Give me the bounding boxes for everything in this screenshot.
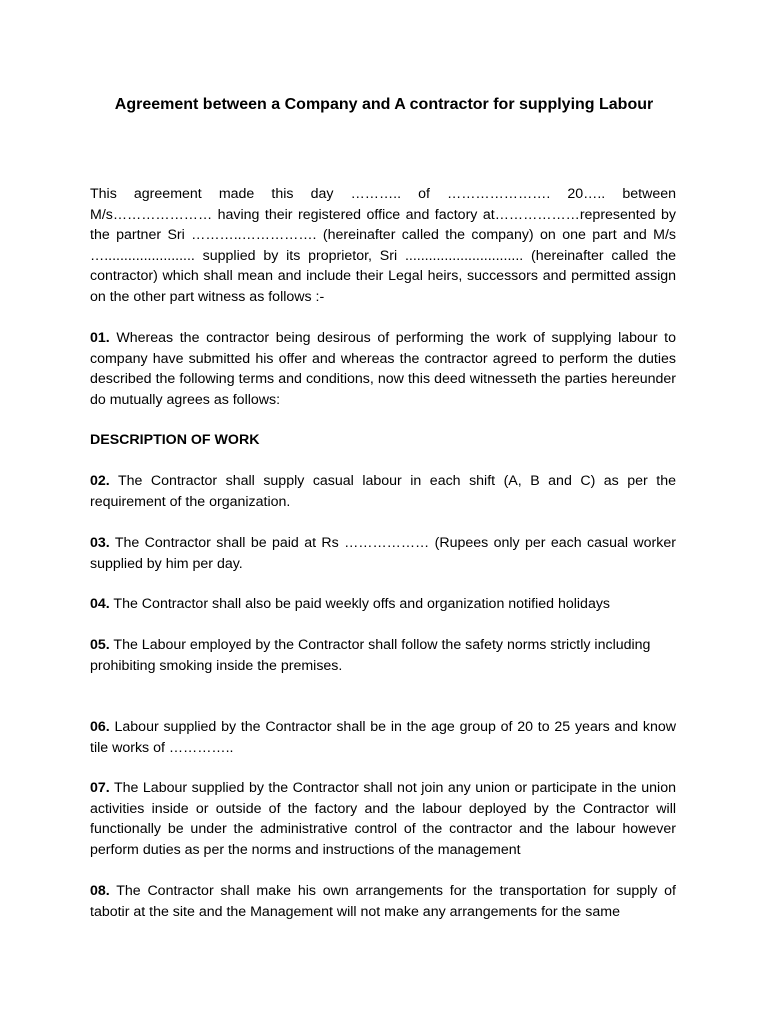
clause-08 xyxy=(90,881,676,922)
clause-01 xyxy=(90,328,676,410)
clause-text: The Labour supplied by the Contractor shall not join any union or participate in the union activities inside or outside of the factory and the labour deployed by the Contractor will functionally be under the administrative control of the contractor and the labour however perform duties as per the norms and instructions of the management xyxy=(90,780,676,858)
clause-07 xyxy=(90,778,676,860)
clause-04 xyxy=(90,594,676,615)
clause-06 xyxy=(90,717,676,758)
clause-number: 01. xyxy=(90,330,110,346)
section-heading: DESCRIPTION OF WORK xyxy=(90,432,260,448)
clause-text: The Contractor shall make his own arrangements for the transportation for supply of tabotir at the site and the Management will not make any arrangements for the same xyxy=(90,883,676,920)
clause-text: The Contractor shall also be paid weekly offs and organization notified holidays xyxy=(109,596,611,612)
document-title: Agreement between a Company and A contractor for supplying Labour xyxy=(114,96,654,113)
clause-text: The Contractor shall supply casual labour in each shift (A, B and C) as per the requirement of the organization. xyxy=(90,473,676,510)
clause-number: 07. xyxy=(90,780,110,796)
clause-02 xyxy=(90,471,676,512)
clause-number: 05. xyxy=(90,637,110,653)
clause-text: Whereas the contractor being desirous of performing the work of supplying labour to company have submitted his offer and whereas the contractor agreed to perform the duties described the following terms and conditions, now this deed witnesseth the parties hereunder do mutually agrees as follows: xyxy=(90,330,676,408)
clause-text-continued: prohibiting smoking inside the premises. xyxy=(90,657,343,674)
clause-03 xyxy=(90,533,676,574)
clause-text: Labour supplied by the Contractor shall be in the age group of 20 to 25 years and know tile works of ………….. xyxy=(90,719,676,756)
clause-text: The Labour employed by the Contractor shall follow the safety norms strictly including xyxy=(109,637,651,653)
clause-number: 04. xyxy=(90,596,110,612)
clause-05 xyxy=(90,635,676,676)
clause-number: 03. xyxy=(90,535,110,551)
clause-number: 06. xyxy=(90,719,110,735)
clause-text: The Contractor shall be paid at Rs ……………… (Rupees only per each casual worker supplied by him per day. xyxy=(90,535,676,572)
clause-number: 02. xyxy=(90,473,110,489)
clause-number: 08. xyxy=(90,883,110,899)
intro-paragraph: This agreement made this day ……….. of …………………. 20….. between M/s………………… having their registered office and factory at………………represented by the partner Sri ………..……………. (hereinafter called the company) on one part and M/s …....................... supplied by its proprietor, Sri .............................. (hereinafter called the contractor) which shall mean and include their Legal heirs, successors and permitted assign on the other part witness as follows :- xyxy=(90,186,676,305)
